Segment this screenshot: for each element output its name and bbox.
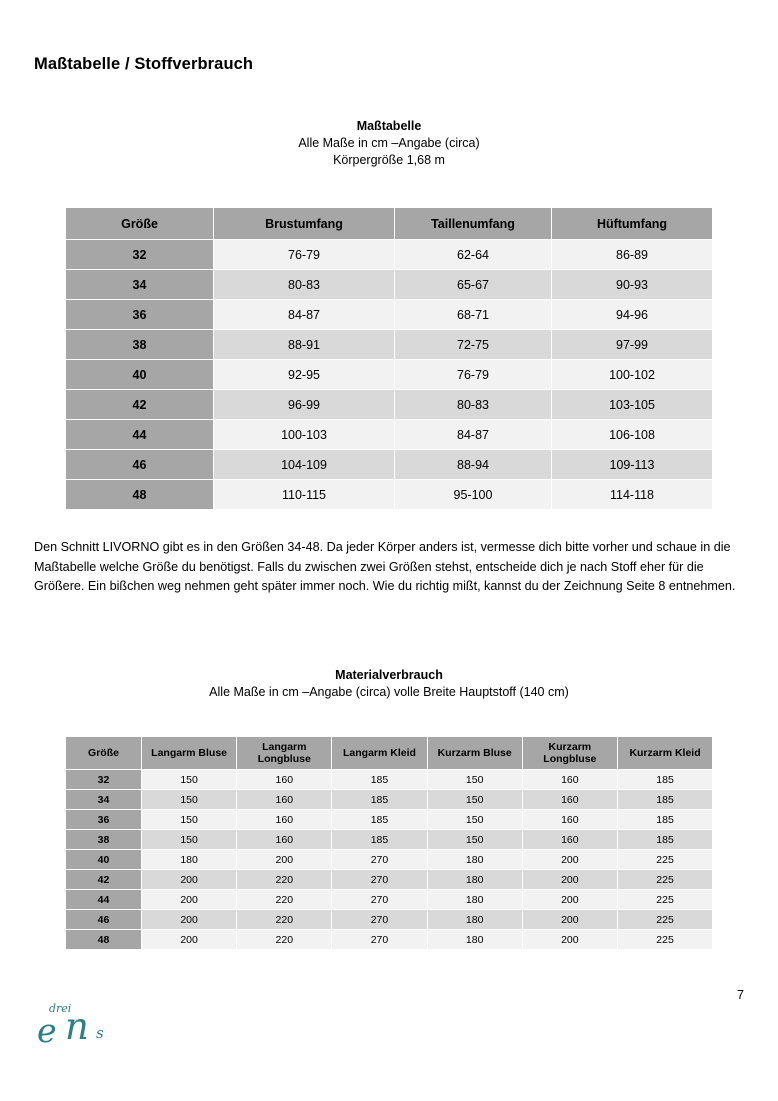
cell-size: 44 — [66, 420, 214, 450]
cell-value: 225 — [617, 910, 712, 930]
cell-value: 225 — [617, 890, 712, 910]
cell-value: 270 — [332, 870, 427, 890]
cell-value: 150 — [427, 810, 522, 830]
cell-value: 160 — [522, 790, 617, 810]
cell-value: 270 — [332, 910, 427, 930]
column-header-brustumfang: Brustumfang — [214, 208, 395, 240]
column-header-hueftumfang: Hüftumfang — [552, 208, 713, 240]
cell-value: 200 — [522, 930, 617, 950]
column-header-langarm-kleid: Langarm Kleid — [332, 737, 427, 770]
cell-value: 200 — [142, 890, 237, 910]
cell-value: 80-83 — [395, 390, 552, 420]
cell-value: 65-67 — [395, 270, 552, 300]
cell-value: 160 — [237, 790, 332, 810]
cell-value: 270 — [332, 930, 427, 950]
cell-value: 200 — [142, 930, 237, 950]
cell-value: 220 — [237, 890, 332, 910]
table-row — [66, 480, 713, 510]
cell-value: 103-105 — [552, 390, 713, 420]
cell-size: 32 — [66, 770, 142, 790]
cell-size: 40 — [66, 360, 214, 390]
table-row — [66, 930, 713, 950]
cell-value: 180 — [142, 850, 237, 870]
column-header-kurzarm-longbluse: Kurzarm Longbluse — [522, 737, 617, 770]
cell-value: 180 — [427, 870, 522, 890]
table-row — [66, 870, 713, 890]
column-header-groesse: Größe — [66, 737, 142, 770]
cell-size: 44 — [66, 890, 142, 910]
cell-value: 220 — [237, 930, 332, 950]
cell-value: 200 — [142, 870, 237, 890]
cell-value: 72-75 — [395, 330, 552, 360]
page-number: 7 — [737, 988, 744, 1002]
cell-value: 150 — [142, 810, 237, 830]
cell-value: 76-79 — [214, 240, 395, 270]
cell-value: 84-87 — [395, 420, 552, 450]
table-row — [66, 390, 713, 420]
cell-value: 150 — [142, 830, 237, 850]
cell-value: 200 — [522, 850, 617, 870]
cell-size: 32 — [66, 240, 214, 270]
cell-size: 34 — [66, 270, 214, 300]
cell-size: 46 — [66, 450, 214, 480]
logo-text-s: s — [96, 1024, 104, 1042]
cell-value: 76-79 — [395, 360, 552, 390]
cell-value: 220 — [237, 870, 332, 890]
table-row — [66, 910, 713, 930]
cell-value: 160 — [522, 810, 617, 830]
column-header-kurzarm-kleid: Kurzarm Kleid — [617, 737, 712, 770]
cell-value: 180 — [427, 890, 522, 910]
cell-value: 150 — [142, 770, 237, 790]
cell-value: 84-87 — [214, 300, 395, 330]
cell-value: 225 — [617, 850, 712, 870]
material-usage-table — [65, 736, 713, 950]
cell-value: 200 — [237, 850, 332, 870]
cell-value: 110-115 — [214, 480, 395, 510]
cell-value: 160 — [237, 770, 332, 790]
cell-value: 97-99 — [552, 330, 713, 360]
cell-size: 38 — [66, 330, 214, 360]
cell-value: 90-93 — [552, 270, 713, 300]
materialverbrauch-heading-block — [0, 667, 778, 701]
column-header-langarm-longbluse: Langarm Longbluse — [237, 737, 332, 770]
column-header-taillenumfang: Taillenumfang — [395, 208, 552, 240]
cell-value: 62-64 — [395, 240, 552, 270]
column-header-groesse: Größe — [66, 208, 214, 240]
cell-value: 220 — [237, 910, 332, 930]
cell-size: 36 — [66, 300, 214, 330]
masstabelle-subline-1: Alle Maße in cm –Angabe (circa) — [298, 136, 480, 150]
table-header-row — [66, 208, 713, 240]
masstabelle-subline-2: Körpergröße 1,68 m — [333, 153, 445, 167]
cell-value: 150 — [427, 830, 522, 850]
cell-value: 106-108 — [552, 420, 713, 450]
cell-size: 46 — [66, 910, 142, 930]
logo-text-drei: drei — [49, 1002, 72, 1015]
table-row — [66, 240, 713, 270]
cell-value: 270 — [332, 890, 427, 910]
cell-value: 160 — [522, 770, 617, 790]
cell-value: 200 — [142, 910, 237, 930]
masstabelle-heading-block — [0, 118, 778, 169]
column-header-langarm-bluse: Langarm Bluse — [142, 737, 237, 770]
column-header-kurzarm-bluse: Kurzarm Bluse — [427, 737, 522, 770]
materialverbrauch-heading: Materialverbrauch — [335, 668, 443, 682]
logo-text-n: n — [65, 1005, 89, 1048]
cell-value: 200 — [522, 890, 617, 910]
cell-size: 36 — [66, 810, 142, 830]
cell-value: 86-89 — [552, 240, 713, 270]
table-row — [66, 770, 713, 790]
cell-value: 225 — [617, 930, 712, 950]
cell-value: 180 — [427, 910, 522, 930]
cell-size: 48 — [66, 930, 142, 950]
cell-value: 185 — [617, 770, 712, 790]
cell-size: 34 — [66, 790, 142, 810]
table-row — [66, 450, 713, 480]
cell-value: 200 — [522, 870, 617, 890]
cell-value: 95-100 — [395, 480, 552, 510]
table-row — [66, 420, 713, 450]
cell-value: 150 — [427, 770, 522, 790]
cell-value: 180 — [427, 930, 522, 950]
body-paragraph: Den Schnitt LIVORNO gibt es in den Größen 34-48. Da jeder Körper anders ist, vermesse dich bitte vorher und schaue in die Maßtabelle welche Größe du benötigst. Falls du zwischen zwei Größen stehst, entscheide dich je nach Stoff eher für die Größere. Ein bißchen weg nehmen geht später immer noch. Wie du richtig mißt, kannst du der Zeichnung Seite 8 entnehmen. — [34, 540, 736, 593]
materialverbrauch-subline-1: Alle Maße in cm –Angabe (circa) volle Breite Hauptstoff (140 cm) — [209, 685, 569, 699]
cell-value: 185 — [617, 810, 712, 830]
cell-size: 40 — [66, 850, 142, 870]
cell-value: 104-109 — [214, 450, 395, 480]
cell-value: 185 — [332, 830, 427, 850]
cell-value: 160 — [237, 830, 332, 850]
cell-value: 96-99 — [214, 390, 395, 420]
cell-value: 185 — [332, 790, 427, 810]
table-row — [66, 890, 713, 910]
table-row — [66, 790, 713, 810]
cell-size: 48 — [66, 480, 214, 510]
cell-value: 185 — [332, 810, 427, 830]
cell-value: 114-118 — [552, 480, 713, 510]
cell-value: 185 — [617, 790, 712, 810]
logo-text-e: e — [37, 1011, 57, 1050]
table-row — [66, 830, 713, 850]
cell-value: 180 — [427, 850, 522, 870]
table-header-row — [66, 737, 713, 770]
cell-value: 160 — [237, 810, 332, 830]
cell-value: 150 — [427, 790, 522, 810]
cell-value: 100-102 — [552, 360, 713, 390]
cell-value: 92-95 — [214, 360, 395, 390]
table-row — [66, 360, 713, 390]
cell-value: 80-83 — [214, 270, 395, 300]
table-row — [66, 850, 713, 870]
page-title: Maßtabelle / Stoffverbrauch — [34, 55, 254, 73]
size-table — [65, 207, 713, 510]
cell-value: 150 — [142, 790, 237, 810]
cell-value: 94-96 — [552, 300, 713, 330]
table-row — [66, 300, 713, 330]
cell-value: 160 — [522, 830, 617, 850]
cell-value: 185 — [617, 830, 712, 850]
cell-size: 42 — [66, 390, 214, 420]
cell-value: 200 — [522, 910, 617, 930]
cell-value: 185 — [332, 770, 427, 790]
cell-size: 38 — [66, 830, 142, 850]
table-row — [66, 270, 713, 300]
masstabelle-heading: Maßtabelle — [356, 119, 422, 133]
table-row — [66, 810, 713, 830]
cell-value: 225 — [617, 870, 712, 890]
brand-logo — [33, 1002, 123, 1062]
cell-value: 88-91 — [214, 330, 395, 360]
cell-value: 68-71 — [395, 300, 552, 330]
cell-size: 42 — [66, 870, 142, 890]
cell-value: 109-113 — [552, 450, 713, 480]
cell-value: 88-94 — [395, 450, 552, 480]
cell-value: 100-103 — [214, 420, 395, 450]
table-row — [66, 330, 713, 360]
cell-value: 270 — [332, 850, 427, 870]
